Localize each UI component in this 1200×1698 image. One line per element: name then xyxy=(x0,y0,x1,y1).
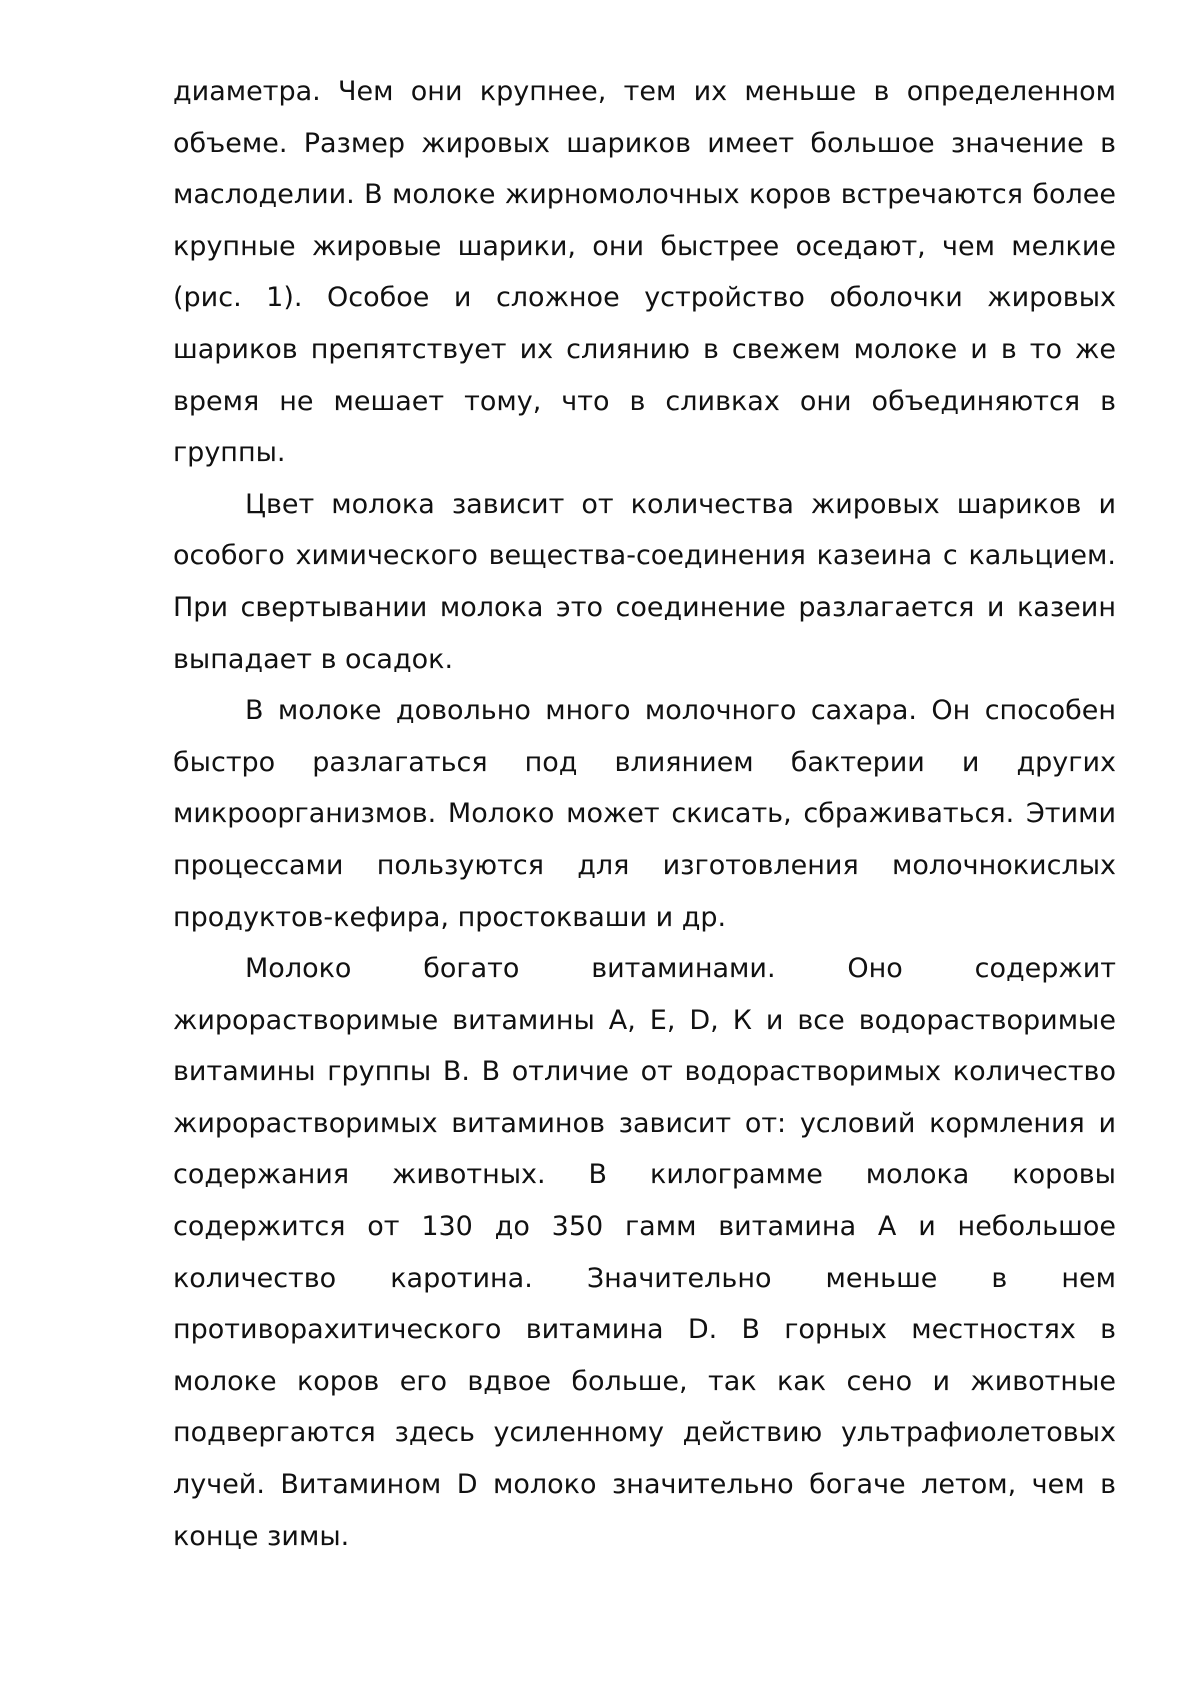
paragraph-vitamins: Молоко богато витаминами. Оно содержит жирорастворимые витамины А, Е, D, К и все водорастворимые витамины группы В. В отличие от водорастворимых количество жирорастворимых витаминов зависит от: условий кормления и содержания животных. В килограмме молока коровы содержится от 130 до 350 гамм витамина А и небольшое количество каротина. Значительно меньше в нем противорахитического витамина D. В горных местностях в молоке коров его вдвое больше, так как сено и животные подвергаются здесь усиленному действию ультрафиолетовых лучей. Витамином D молоко значительно богаче летом, чем в конце зимы. xyxy=(173,953,1116,1552)
paragraph-milk-sugar: В молоке довольно много молочного сахара. Он способен быстро разлагаться под влиянием бактерии и других микроорганизмов. Молоко может скисать, сбраживаться. Этими процессами пользуются для изготовления молочнокислых продуктов-кефира, простокваши и др. xyxy=(173,695,1116,933)
paragraph-fat-globules: диаметра. Чем они крупнее, тем их меньше в определенном объеме. Размер жировых шариков имеет большое значение в маслоделии. В молоке жирномолочных коров встречаются более крупные жировые шарики, они быстрее оседают, чем мелкие (рис. 1). Особое и сложное устройство оболочки жировых шариков препятствует их слиянию в свежем молоке и в то же время не мешает тому, что в сливках они объединяются в группы. xyxy=(173,76,1116,469)
paragraph-milk-color: Цвет молока зависит от количества жировых шариков и особого химического вещества-соединения казеина с кальцием. При свертывании молока это соединение разлагается и казеин выпадает в осадок. xyxy=(173,488,1116,675)
document-page xyxy=(173,66,1116,1562)
